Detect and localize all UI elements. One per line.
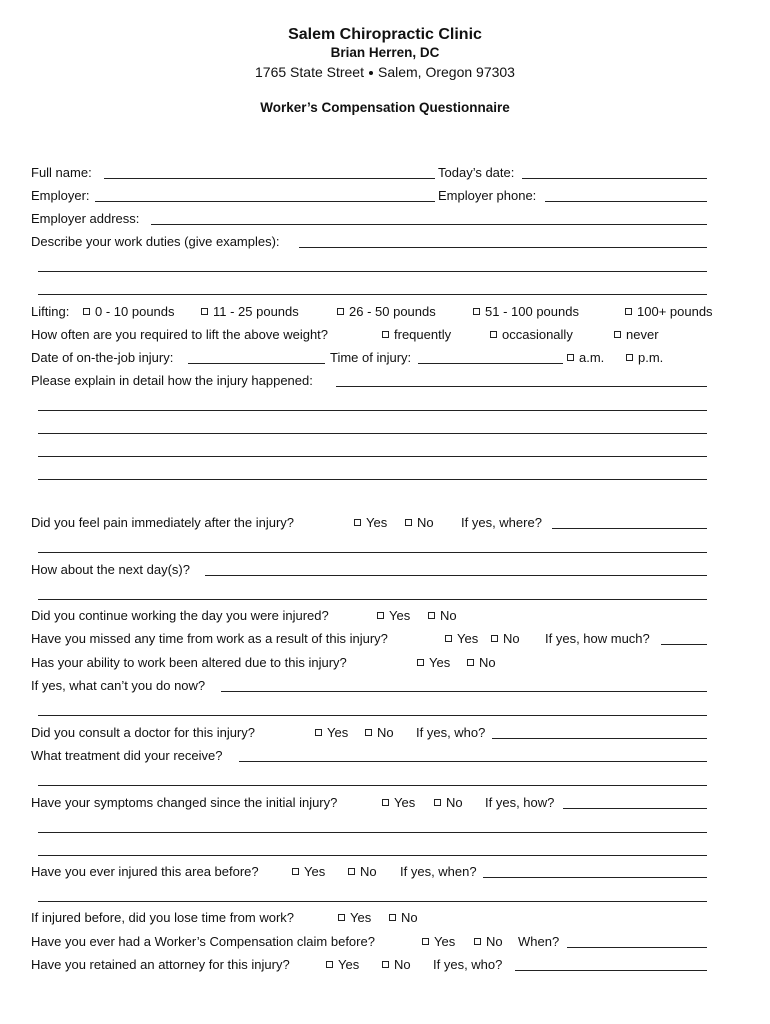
- checkbox-icon[interactable]: [315, 729, 322, 736]
- checkbox-icon[interactable]: [348, 868, 355, 875]
- lifting-option-26-50[interactable]: 26 - 50 pounds: [337, 303, 436, 321]
- prior-claim-no[interactable]: No: [474, 933, 503, 951]
- lose-time-no[interactable]: No: [389, 909, 418, 927]
- attorney-yes[interactable]: Yes: [326, 956, 359, 974]
- address-street: 1765 State Street: [255, 64, 364, 80]
- employer-field[interactable]: [95, 187, 435, 202]
- row-injured-before: [31, 863, 707, 881]
- treatment-line[interactable]: [38, 785, 707, 786]
- clinic-name: Salem Chiropractic Clinic: [288, 26, 482, 43]
- row-continue-working: [31, 607, 707, 625]
- continue-working-no[interactable]: No: [428, 607, 457, 625]
- symptoms-line[interactable]: [38, 855, 707, 856]
- checkbox-icon[interactable]: [473, 308, 480, 315]
- checkbox-icon[interactable]: [422, 938, 429, 945]
- symptoms-line[interactable]: [38, 832, 707, 833]
- frequency-occasionally[interactable]: occasionally: [490, 326, 573, 344]
- employer-address-label: Employer address:: [31, 211, 140, 226]
- injury-explain-label: Please explain in detail how the injury happened:: [31, 373, 313, 388]
- checkbox-icon[interactable]: [467, 659, 474, 666]
- lose-time-label: If injured before, did you lose time from work?: [31, 910, 295, 925]
- checkbox-icon[interactable]: [567, 354, 574, 361]
- full-name-field[interactable]: [104, 164, 435, 179]
- row-lose-time: [31, 909, 707, 927]
- checkbox-icon[interactable]: [474, 938, 481, 945]
- ability-altered-label: Has your ability to work been altered due to this injury?: [31, 655, 347, 670]
- checkbox-icon[interactable]: [405, 519, 412, 526]
- cant-do-now-label: If yes, what can’t you do now?: [31, 678, 206, 693]
- address-city: Salem, Oregon 97303: [377, 64, 515, 80]
- if-yes-when-field[interactable]: [483, 863, 707, 878]
- checkbox-icon[interactable]: [292, 868, 299, 875]
- injured-before-line[interactable]: [38, 901, 707, 902]
- injured-before-label: Have you ever injured this area before?: [31, 864, 259, 879]
- form-title: Worker’s Compensation Questionnaire: [260, 100, 510, 115]
- consult-doctor-label: Did you consult a doctor for this injury?: [31, 725, 255, 740]
- employer-phone-field[interactable]: [545, 187, 707, 202]
- checkbox-icon[interactable]: [389, 914, 396, 921]
- checkbox-icon[interactable]: [365, 729, 372, 736]
- if-yes-where-field[interactable]: [552, 514, 707, 529]
- attorney-if-yes-who-label: If yes, who?: [433, 957, 503, 972]
- time-pm[interactable]: p.m.: [626, 349, 663, 367]
- injured-before-yes[interactable]: Yes: [292, 863, 325, 881]
- injury-explain-line[interactable]: [38, 433, 707, 434]
- bullet-icon: [369, 71, 373, 75]
- row-work-duties: [31, 233, 707, 251]
- missed-time-no[interactable]: No: [491, 630, 520, 648]
- ability-altered-no[interactable]: No: [467, 654, 496, 672]
- checkbox-icon[interactable]: [490, 331, 497, 338]
- if-yes-how-label: If yes, how?: [485, 795, 555, 810]
- next-days-label: How about the next day(s)?: [31, 562, 190, 577]
- continue-working-yes[interactable]: Yes: [377, 607, 410, 625]
- todays-date-field[interactable]: [522, 164, 707, 179]
- if-yes-when-label: If yes, when?: [400, 864, 477, 879]
- consult-doctor-yes[interactable]: Yes: [315, 724, 348, 742]
- row-attorney: [31, 956, 707, 974]
- row-pain-immediately: [31, 514, 707, 532]
- symptoms-changed-label: Have your symptoms changed since the initial injury?: [31, 795, 338, 810]
- injury-time-label: Time of injury:: [330, 350, 412, 365]
- todays-date-label: Today’s date:: [438, 165, 515, 180]
- if-yes-who-field[interactable]: [492, 724, 707, 739]
- lifting-option-0-10[interactable]: 0 - 10 pounds: [83, 303, 175, 321]
- pain-immediately-label: Did you feel pain immediately after the injury?: [31, 515, 295, 530]
- row-employer: [31, 187, 707, 205]
- frequency-frequently[interactable]: frequently: [382, 326, 451, 344]
- injury-date-label: Date of on-the-job injury:: [31, 350, 174, 365]
- work-duties-line[interactable]: [38, 294, 707, 295]
- checkbox-icon[interactable]: [354, 519, 361, 526]
- doctor-name: Brian Herren, DC: [330, 45, 440, 60]
- ability-altered-yes[interactable]: Yes: [417, 654, 450, 672]
- time-am[interactable]: a.m.: [567, 349, 604, 367]
- treatment-field[interactable]: [239, 747, 707, 762]
- attorney-label: Have you retained an attorney for this injury?: [31, 957, 290, 972]
- clinic-address: [0, 64, 770, 80]
- row-injury-date: [31, 349, 707, 367]
- pain-where-line[interactable]: [38, 552, 707, 553]
- row-consult-doctor: [31, 724, 707, 742]
- symptoms-changed-yes[interactable]: Yes: [382, 794, 415, 812]
- if-yes-how-much-label: If yes, how much?: [545, 631, 650, 646]
- row-symptoms-changed: [31, 794, 707, 812]
- next-days-line[interactable]: [38, 599, 707, 600]
- row-employer-address: [31, 210, 707, 228]
- lifting-option-51-100[interactable]: 51 - 100 pounds: [473, 303, 579, 321]
- checkbox-icon[interactable]: [382, 799, 389, 806]
- row-lifting: [31, 303, 731, 321]
- if-yes-how-much-field[interactable]: [661, 630, 707, 645]
- injury-explain-line[interactable]: [38, 479, 707, 480]
- next-days-field[interactable]: [205, 561, 707, 576]
- pain-immediately-yes[interactable]: Yes: [354, 514, 387, 532]
- employer-address-field[interactable]: [151, 210, 707, 225]
- cant-do-now-field[interactable]: [221, 677, 707, 692]
- missed-time-label: Have you missed any time from work as a result of this injury?: [31, 631, 388, 646]
- row-full-name: [31, 164, 707, 182]
- checkbox-icon[interactable]: [625, 308, 632, 315]
- work-duties-line[interactable]: [38, 271, 707, 272]
- frequency-never[interactable]: never: [614, 326, 659, 344]
- injury-explain-line[interactable]: [38, 410, 707, 411]
- lose-time-yes[interactable]: Yes: [338, 909, 371, 927]
- injury-explain-line[interactable]: [38, 456, 707, 457]
- row-next-days: [31, 561, 707, 579]
- checkbox-icon[interactable]: [491, 635, 498, 642]
- lifting-option-11-25[interactable]: 11 - 25 pounds: [201, 303, 299, 321]
- when-label: When?: [518, 934, 560, 949]
- checkbox-icon[interactable]: [417, 659, 424, 666]
- checkbox-icon[interactable]: [201, 308, 208, 315]
- injury-time-field[interactable]: [418, 349, 563, 364]
- prior-claim-label: Have you ever had a Worker’s Compensation claim before?: [31, 934, 375, 949]
- lifting-label: Lifting:: [31, 304, 70, 319]
- row-injury-explain: [31, 372, 707, 390]
- attorney-no[interactable]: No: [382, 956, 411, 974]
- injury-explain-field[interactable]: [336, 372, 707, 387]
- treatment-label: What treatment did your receive?: [31, 748, 223, 763]
- lift-frequency-label: How often are you required to lift the above weight?: [31, 327, 329, 342]
- work-duties-label: Describe your work duties (give examples):: [31, 234, 280, 249]
- checkbox-icon[interactable]: [377, 612, 384, 619]
- row-prior-claim: [31, 933, 707, 951]
- checkbox-icon[interactable]: [326, 961, 333, 968]
- row-treatment: [31, 747, 707, 765]
- checkbox-icon[interactable]: [83, 308, 90, 315]
- row-cant-do-now: [31, 677, 707, 695]
- checkbox-icon[interactable]: [434, 799, 441, 806]
- attorney-who-field[interactable]: [515, 956, 707, 971]
- checkbox-icon[interactable]: [382, 331, 389, 338]
- when-field[interactable]: [567, 933, 707, 948]
- consult-doctor-no[interactable]: No: [365, 724, 394, 742]
- checkbox-icon[interactable]: [445, 635, 452, 642]
- checkbox-icon[interactable]: [338, 914, 345, 921]
- cant-do-now-line[interactable]: [38, 715, 707, 716]
- employer-phone-label: Employer phone:: [438, 188, 537, 203]
- checkbox-icon[interactable]: [428, 612, 435, 619]
- row-ability-altered: [31, 654, 707, 672]
- injured-before-no[interactable]: No: [348, 863, 377, 881]
- checkbox-icon[interactable]: [614, 331, 621, 338]
- full-name-label: Full name:: [31, 165, 92, 180]
- row-missed-time: [31, 630, 707, 648]
- employer-label: Employer:: [31, 188, 90, 203]
- pain-immediately-no[interactable]: No: [405, 514, 434, 532]
- checkbox-icon[interactable]: [382, 961, 389, 968]
- missed-time-yes[interactable]: Yes: [445, 630, 478, 648]
- if-yes-where-label: If yes, where?: [461, 515, 542, 530]
- work-duties-field[interactable]: [299, 233, 707, 248]
- checkbox-icon[interactable]: [626, 354, 633, 361]
- continue-working-label: Did you continue working the day you were injured?: [31, 608, 329, 623]
- prior-claim-yes[interactable]: Yes: [422, 933, 455, 951]
- if-yes-who-label: If yes, who?: [416, 725, 486, 740]
- lifting-option-100-plus[interactable]: 100+ pounds: [625, 303, 713, 321]
- if-yes-how-field[interactable]: [563, 794, 707, 809]
- row-lift-frequency: [31, 326, 707, 344]
- injury-date-field[interactable]: [188, 349, 325, 364]
- checkbox-icon[interactable]: [337, 308, 344, 315]
- symptoms-changed-no[interactable]: No: [434, 794, 463, 812]
